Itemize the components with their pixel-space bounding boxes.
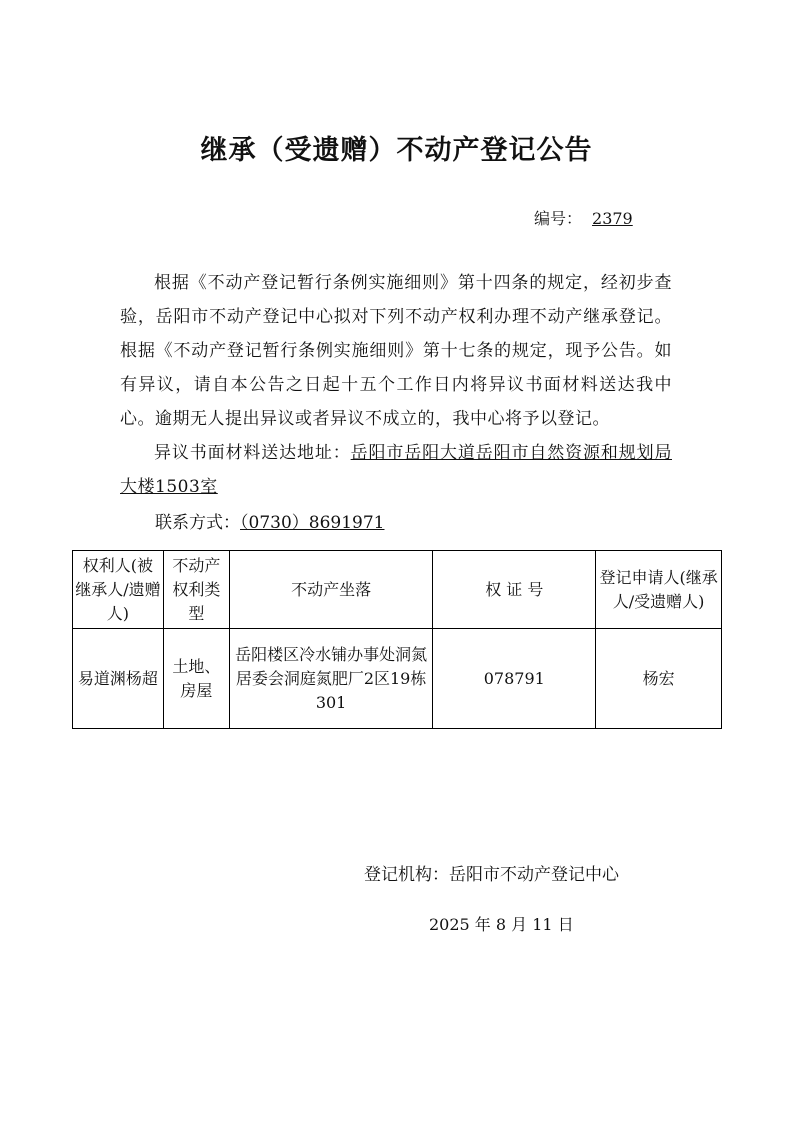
address-value: 岳阳市岳阳大道岳阳市自然资源和规划局大楼1503室 bbox=[120, 443, 672, 497]
table-row bbox=[73, 629, 722, 729]
registration-org: 登记机构：岳阳市不动产登记中心 bbox=[364, 865, 619, 885]
cell-certificate: 078791 bbox=[433, 629, 596, 729]
contact-value: （0730）8691971 bbox=[240, 513, 385, 533]
header-certificate: 权 证 号 bbox=[433, 551, 596, 629]
address-label: 异议书面材料送达地址： bbox=[154, 443, 351, 463]
address-block bbox=[120, 436, 672, 504]
serial-value: 2379 bbox=[592, 209, 633, 228]
cell-location: 岳阳楼区冷水铺办事处洞氮居委会洞庭氮肥厂2区19栋301 bbox=[229, 629, 433, 729]
contact-line bbox=[155, 508, 384, 533]
serial-number bbox=[534, 206, 633, 229]
contact-label: 联系方式： bbox=[155, 513, 240, 533]
header-holder: 权利人(被继承人/遗赠人) bbox=[73, 551, 164, 629]
table-header-row bbox=[73, 551, 722, 629]
header-right-type: 不动产权利类型 bbox=[163, 551, 229, 629]
notice-paragraph: 根据《不动产登记暂行条例实施细则》第十四条的规定，经初步查验，岳阳市不动产登记中心拟对下列不动产权利办理不动产继承登记。根据《不动产登记暂行条例实施细则》第十七条的规定，现予公告。如有异议，请自本公告之日起十五个工作日内将异议书面材料送达我中心。逾期无人提出异议或者异议不成立的，我中心将予以登记。 bbox=[120, 273, 672, 429]
registration-table bbox=[72, 550, 722, 729]
cell-applicant: 杨宏 bbox=[596, 629, 722, 729]
page-title: 继承（受遗赠）不动产登记公告 bbox=[200, 135, 593, 166]
notice-body bbox=[120, 266, 672, 436]
header-applicant: 登记申请人(继承人/受遗赠人) bbox=[596, 551, 722, 629]
serial-label: 编号： bbox=[534, 209, 583, 228]
header-location: 不动产坐落 bbox=[229, 551, 433, 629]
cell-holder: 易道渊杨超 bbox=[73, 629, 164, 729]
cell-right-type: 土地、房屋 bbox=[163, 629, 229, 729]
notice-date: 2025 年 8 月 11 日 bbox=[429, 915, 574, 934]
